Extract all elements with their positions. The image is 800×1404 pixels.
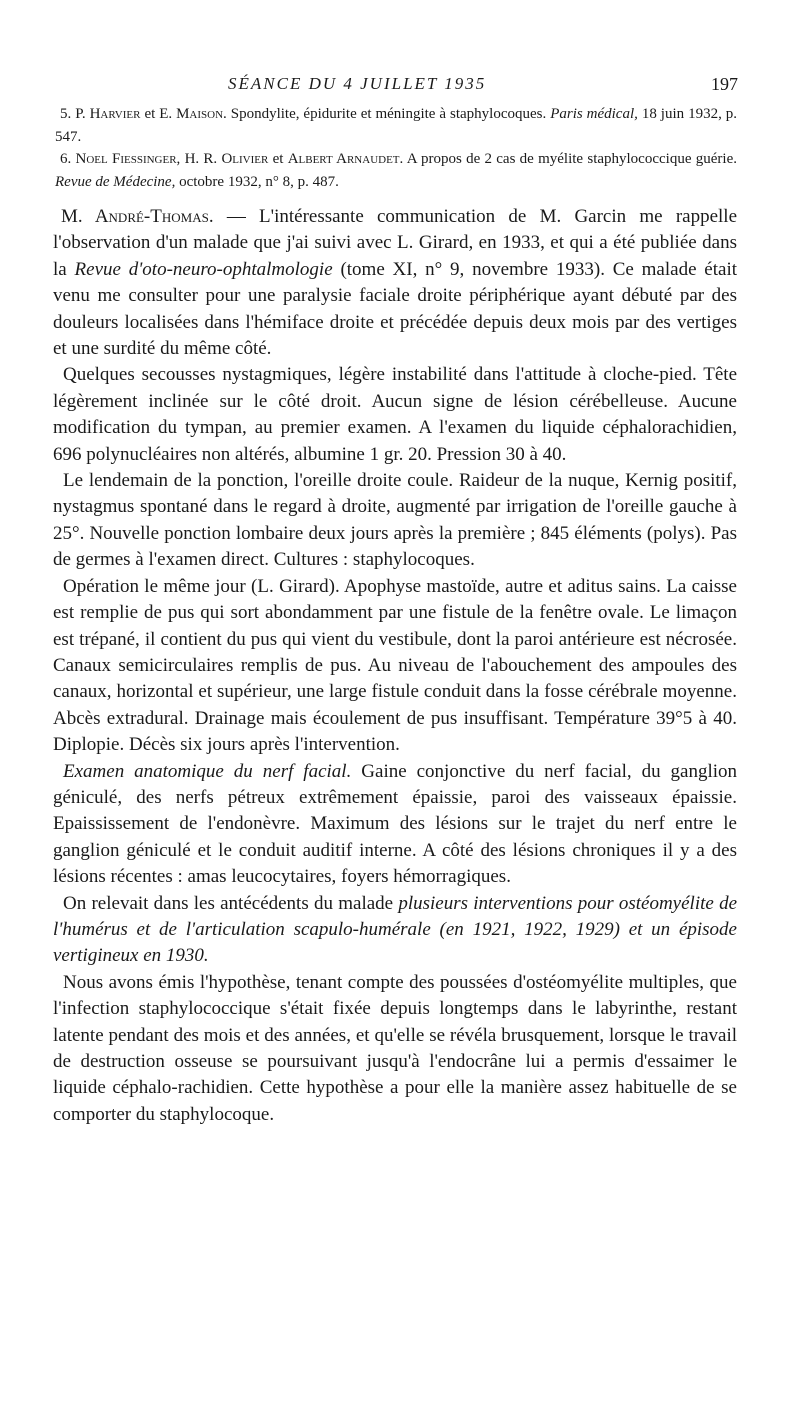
reference-title: A propos de 2 cas de myélite staphylococcique guérie. (406, 151, 737, 167)
section-heading: Examen anatomique du nerf facial. (63, 760, 352, 782)
reference-details: octobre 1932, n° 8, p. 487. (179, 173, 339, 190)
reference-details: 18 juin 1932, p. 547. (55, 106, 738, 145)
page-number: 197 (711, 74, 738, 94)
paragraph: Opération le même jour (L. Girard). Apophyse mastoïde, autre et aditus sains. La caisse est remplie de pus qui sort abondamment par une fistule de la fenêtre ovale. Le limaçon est trépané, il contient du pus qui vient du vestibule, dont la paroi antérieure est nécrosée. Canaux semicirculaires remplis de pus. Au niveau de l'abouchement des ampoules des canaux, horizontal et supérieur, une large fistule conduit dans la fosse cérébrale moyenne. Abcès extradural. Drainage mais écoulement de pus insuffisant. Température 39°5 à 40. Diplopie. Décès six jours après l'intervention. (53, 575, 737, 756)
paragraph: On relevait dans les antécédents du malade plusieurs interventions pour ostéomyélite de l'humérus et de l'articulation scapulo-humérale (en 1921, 1922, 1929) et un épisode vertigineux en 1930. (53, 892, 738, 967)
reference-title: Spondylite, épidurite et méningite à staphylocoques. (230, 106, 547, 122)
journal-title: Revue d'oto-neuro-ophtalmologie (74, 258, 333, 280)
speaker-name: M. André-Thomas. (61, 206, 214, 227)
reference-item: 5. P. Harvier et E. Maison. Spondylite, épidurite et méningite à staphylocoques. Paris médical, 18 juin 1932, p. 547. (55, 106, 738, 145)
reference-author: Albert Arnaudet. (287, 151, 404, 167)
running-head (0, 74, 800, 98)
reference-author: Olivier (221, 151, 269, 167)
running-title: SÉANCE DU 4 JUILLET 1935 (228, 74, 487, 93)
reference-author: P. Harvier (75, 106, 141, 122)
reference-journal: Paris médical, (550, 106, 638, 122)
reference-author: Noel Fiessinger, (75, 151, 181, 167)
references-list (55, 103, 737, 193)
paragraph: Le lendemain de la ponction, l'oreille droite coule. Raideur de la nuque, Kernig positif, nystagmus spontané dans le regard à droite, augmenté par irrigation de l'oreille gauche à 25°. Nouvelle ponction lombaire deux jours après la première ; 845 éléments (polys). Pas de germes à l'examen direct. Cultures : staphylocoques. (53, 470, 737, 571)
paragraph: Quelques secousses nystagmiques, légère instabilité dans l'attitude à cloche-pied. Tête légèrement inclinée sur le côté droit. Aucun signe de lésion cérébelleuse. Aucune modification du tympan, au premier examen. A l'examen du liquide céphalorachidien, 696 polynucléaires non altérés, albumine 1 gr. 20. Pression 30 à 40. (53, 364, 737, 465)
reference-item: 6. Noel Fiessinger, H. R. Olivier et Albert Arnaudet. A propos de 2 cas de myélite staphylococcique guérie. Revue de Médecine, octobre 1932, n° 8, p. 487. (55, 151, 737, 190)
body-text (53, 204, 737, 1128)
reference-author: E. Maison. (159, 106, 227, 122)
paragraph: M. André-Thomas. — L'intéressante communication de M. Garcin me rappelle l'observation d'un malade que j'ai suivi avec L. Girard, en 1933, et qui a été publiée dans la Revue d'oto-neuro-ophtalmologie (tome XI, n° 9, novembre 1933). Ce malade était venu me consulter pour une paralysie faciale droite périphérique ayant débuté par des douleurs localisées dans l'hémiface droite et précédée depuis deux mois par des vertiges et une surdité du même côté. (53, 206, 738, 360)
reference-journal: Revue de Médecine, (55, 173, 176, 190)
emphasis-text: plusieurs interventions pour ostéomyélite de l'humérus et de l'articulation scapulo-humérale (en 1921, 1922, 1929) et un épisode vertigineux en 1930. (53, 892, 738, 967)
paragraph: Nous avons émis l'hypothèse, tenant compte des poussées d'ostéomyélite multiples, que l'infection staphylococcique s'était fixée depuis longtemps dans le labyrinthe, restant latente pendant des mois et des années, et qu'elle se révéla brusquement, lorsque le travail de destruction osseuse se poursuivant jusqu'à l'endocrâne lui a permis d'essaimer le liquide céphalo-rachidien. Cette hypothèse a pour elle la manière assez habituelle de se comporter du staphylocoque. (53, 971, 737, 1125)
paragraph: Examen anatomique du nerf facial. Gaine conjonctive du nerf facial, du ganglion géniculé, des nerfs pétreux extrêmement épaissie, paroi des vaisseaux épaissie. Epaississement de l'endonèvre. Maximum des lésions sur le trajet du nerf entre le ganglion géniculé et le conduit auditif interne. A côté des lésions chroniques il y a des lésions récentes : amas leucocytaires, foyers hémorragiques. (53, 760, 738, 888)
